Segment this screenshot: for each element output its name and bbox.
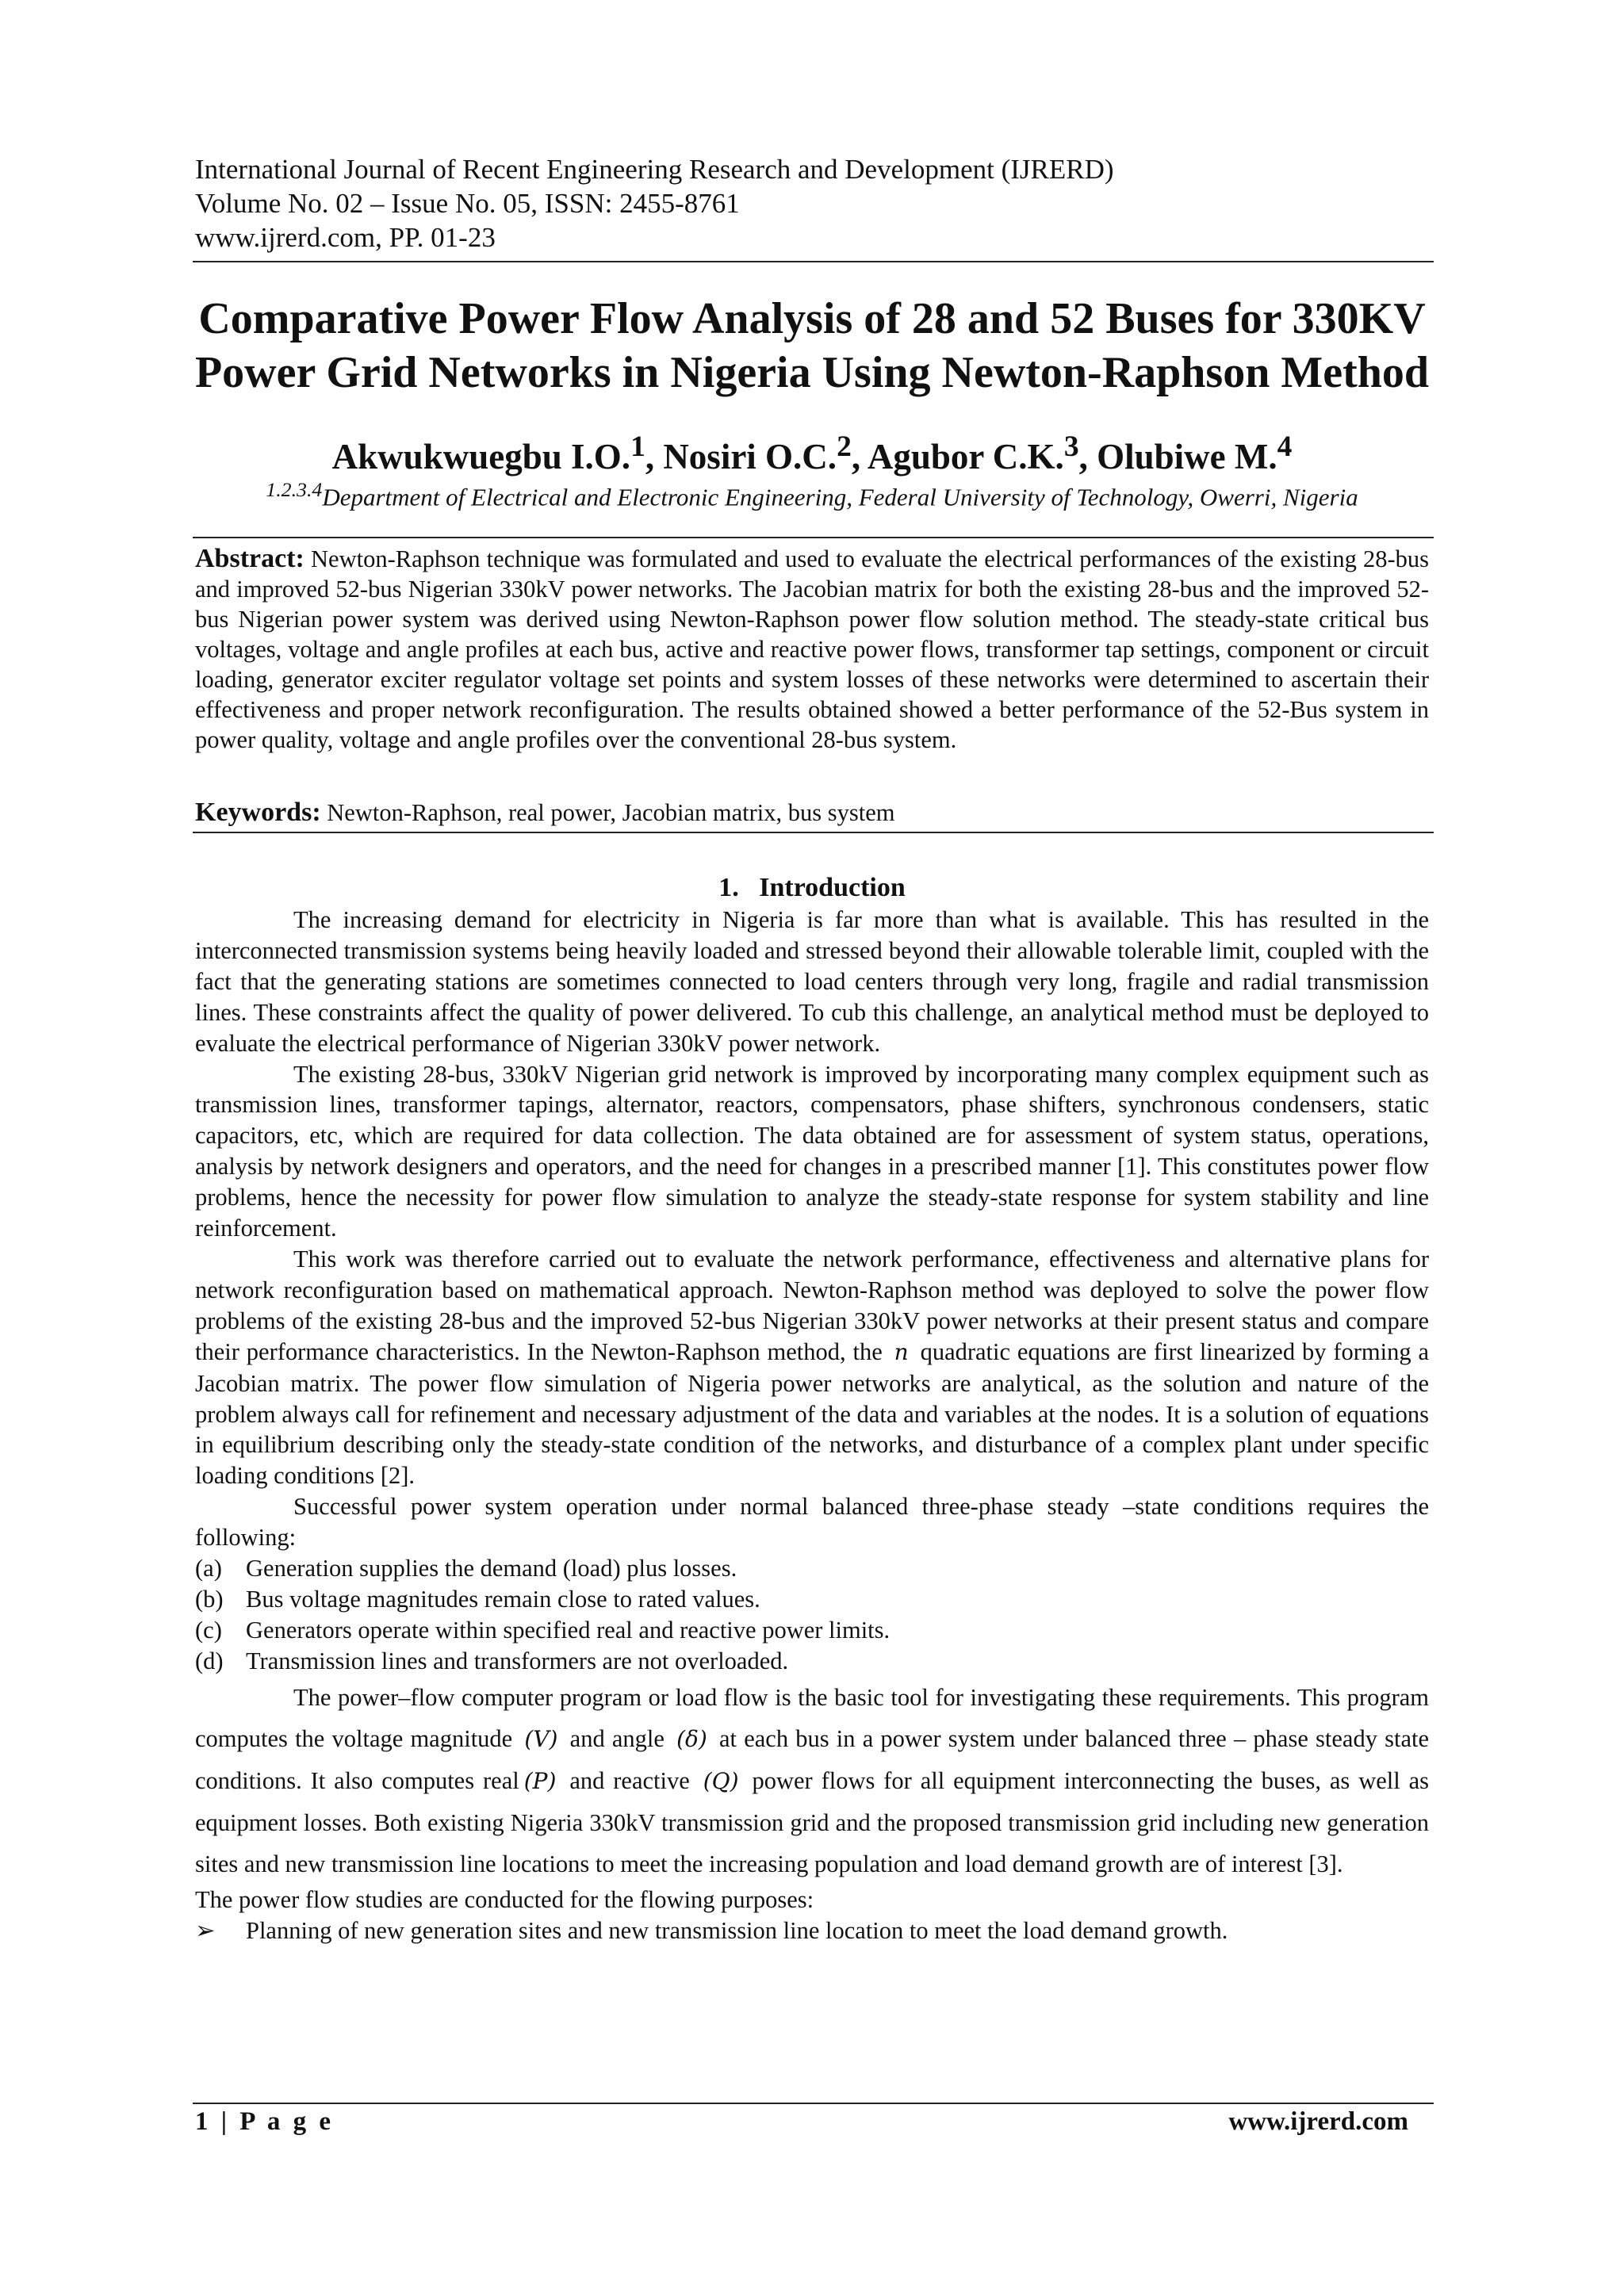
paragraph-text: and angle — [569, 1724, 665, 1752]
paragraph-text: at each bus in a power system under balanced three – phase steady state conditions. It also computes real — [195, 1724, 1430, 1794]
paragraph-text: This work was therefore carried out to evaluate the network performance, effectiveness and alternative plans for network reconfiguration based on mathematical approach. Newton-Raphson method was deployed to solve the power flow problems of the existing 28-bus and the improved 52-bus Nigerian 330kV power networks at their present status and compare their performance characteristics. In the Newton-Raphson method, the — [195, 1245, 1429, 1365]
bullet-text: Planning of new generation sites and new transmission line location to meet the load demand growth. — [246, 1916, 1228, 1944]
author-list — [159, 425, 1465, 479]
author-sup: 1 — [630, 430, 645, 463]
section-body — [195, 905, 1429, 1946]
affiliation-text: Department of Electrical and Electronic Engineering, Federal University of Technology, Owerri, Nigeria — [322, 483, 1358, 511]
paragraph: The increasing demand for electricity in Nigeria is far more than what is available. This has resulted in the interconnected transmission systems being heavily loaded and stressed beyond their allowable tolerable limit, coupled with the fact that the generating stations are sometimes connected to load centers through very long, fragile and radial transmission lines. These constraints affect the quality of power delivered. To cub this challenge, an analytical method must be deployed to evaluate the electrical performance of Nigerian 330kV power network. — [195, 906, 1429, 1057]
list-text: Transmission lines and transformers are not overloaded. — [246, 1647, 789, 1674]
journal-site-pages: www.ijrerd.com, PP. 01-23 — [195, 222, 496, 253]
paragraph-text: power flows for all equipment interconnecting the buses, as well as equipment losses. Both existing Nigeria 330kV transmission grid and the proposed transmission grid including new generation sites and new transmission line locations to meet the increasing population and load demand growth are of interest [3]. — [195, 1766, 1430, 1877]
math-variable-v: (V) — [524, 1725, 558, 1752]
math-variable-n: n — [894, 1338, 909, 1365]
list-item — [195, 1615, 1429, 1646]
list-marker: (b) — [195, 1585, 224, 1613]
list-marker: (c) — [195, 1616, 222, 1644]
author-sup: 3 — [1063, 430, 1079, 463]
section-heading: 1. Introduction — [718, 873, 906, 902]
math-variable-q: (Q) — [703, 1767, 739, 1794]
paragraph-text: and reactive — [569, 1766, 690, 1794]
header-rule — [193, 261, 1434, 262]
author-name: Agubor C.K. — [867, 437, 1064, 476]
paragraph — [195, 1244, 1429, 1491]
title-line-2: Power Grid Networks in Nigeria Using Newton-Raphson Method — [194, 348, 1430, 397]
title-line-1: Comparative Power Flow Analysis of 28 and 52 Buses for 330KV — [198, 294, 1426, 343]
author-sep: , — [645, 437, 664, 476]
abstract-top-rule — [193, 537, 1434, 538]
paragraph-text: The power–flow computer program or load flow is the basic tool for investigating these requirements. This program computes the voltage magnitude — [195, 1683, 1429, 1752]
affiliation-sup: 1.2.3.4 — [266, 478, 323, 501]
list-text: Bus voltage magnitudes remain close to rated values. — [246, 1585, 760, 1613]
paragraph: The power flow studies are conducted for the flowing purposes: — [195, 1885, 814, 1913]
page-number: 1 | P a g e — [195, 2107, 335, 2136]
journal-name: International Journal of Recent Engineering Research and Development (IJRERD) — [195, 154, 1114, 185]
journal-header — [195, 152, 1432, 254]
keywords-label: Keywords: — [195, 798, 321, 827]
author-name: Akwukwuegbu I.O. — [331, 437, 631, 476]
author-sup: 4 — [1277, 430, 1293, 463]
abstract-bottom-rule — [193, 832, 1434, 833]
keywords-text: Newton-Raphson, real power, Jacobian matrix, bus system — [327, 799, 895, 826]
paper-title — [159, 292, 1465, 400]
journal-volume: Volume No. 02 – Issue No. 05, ISSN: 2455-8761 — [195, 188, 740, 219]
list-marker: (d) — [195, 1647, 224, 1674]
author-sep: , — [851, 437, 868, 476]
footer-rule — [193, 2103, 1434, 2104]
bullet-item — [195, 1915, 1429, 1946]
math-variable-delta: (δ) — [676, 1725, 707, 1752]
keywords — [195, 798, 1429, 828]
list-item — [195, 1553, 1429, 1584]
paragraph — [195, 1677, 1429, 1885]
paragraph: Successful power system operation under normal balanced three-phase steady –state conditions requires the following: — [195, 1493, 1429, 1552]
list-text: Generators operate within specified real and reactive power limits. — [246, 1616, 891, 1644]
abstract-text: Newton-Raphson technique was formulated and used to evaluate the electrical performances of the existing 28-bus and improved 52-bus Nigerian 330kV power networks. The Jacobian matrix for both the existing 28-bus and the improved 52-bus Nigerian power system was derived using Newton-Raphson power flow solution method. The steady-state critical bus voltages, voltage and angle profiles at each bus, active and reactive power flows, transformer tap settings, component or circuit loading, generator exciter regulator voltage set points and system losses of these networks were determined to ascertain their effectiveness and proper network reconfiguration. The results obtained showed a better performance of the 52-Bus system in power quality, voltage and angle profiles over the conventional 28-bus system. — [195, 545, 1430, 753]
paragraph: The existing 28-bus, 330kV Nigerian grid network is improved by incorporating many complex equipment such as transmission lines, transformer tapings, alternator, reactors, compensators, phase shifters, synchronous condensers, static capacitors, etc, which are required for data collection. The data obtained are for assessment of system status, operations, analysis by network designers and operators, and the need for changes in a prescribed manner [1]. This constitutes power flow problems, hence the necessity for power flow simulation to analyze the steady-state response for system stability and line reinforcement. — [195, 1060, 1429, 1242]
list-item — [195, 1646, 1429, 1677]
list-item — [195, 1584, 1429, 1615]
author-name: Nosiri O.C. — [663, 437, 837, 476]
author-sep: , — [1078, 437, 1097, 476]
list-text: Generation supplies the demand (load) plus losses. — [246, 1555, 737, 1582]
page-footer — [195, 2107, 1408, 2137]
paragraph-text: quadratic equations are first linearized by forming a Jacobian matrix. The power flow simulation of Nigeria power networks are analytical, as the solution and nature of the problem always call for refinement and necessary adjustment of the data and variables at the nodes. It is a solution of equations in equilibrium describing only the steady-state condition of the networks, and disturbance of a complex plant under specific loading conditions [2]. — [195, 1337, 1430, 1490]
affiliation — [159, 474, 1465, 513]
author-sup: 2 — [837, 430, 852, 463]
abstract-label: Abstract: — [195, 544, 304, 573]
author-name: Olubiwe M. — [1097, 437, 1277, 476]
abstract — [195, 544, 1429, 755]
math-variable-p: (P) — [523, 1767, 557, 1794]
list-marker: (a) — [195, 1555, 222, 1582]
arrow-bullet-icon: ➢ — [195, 1916, 216, 1944]
footer-site: www.ijrerd.com — [1228, 2107, 1408, 2136]
